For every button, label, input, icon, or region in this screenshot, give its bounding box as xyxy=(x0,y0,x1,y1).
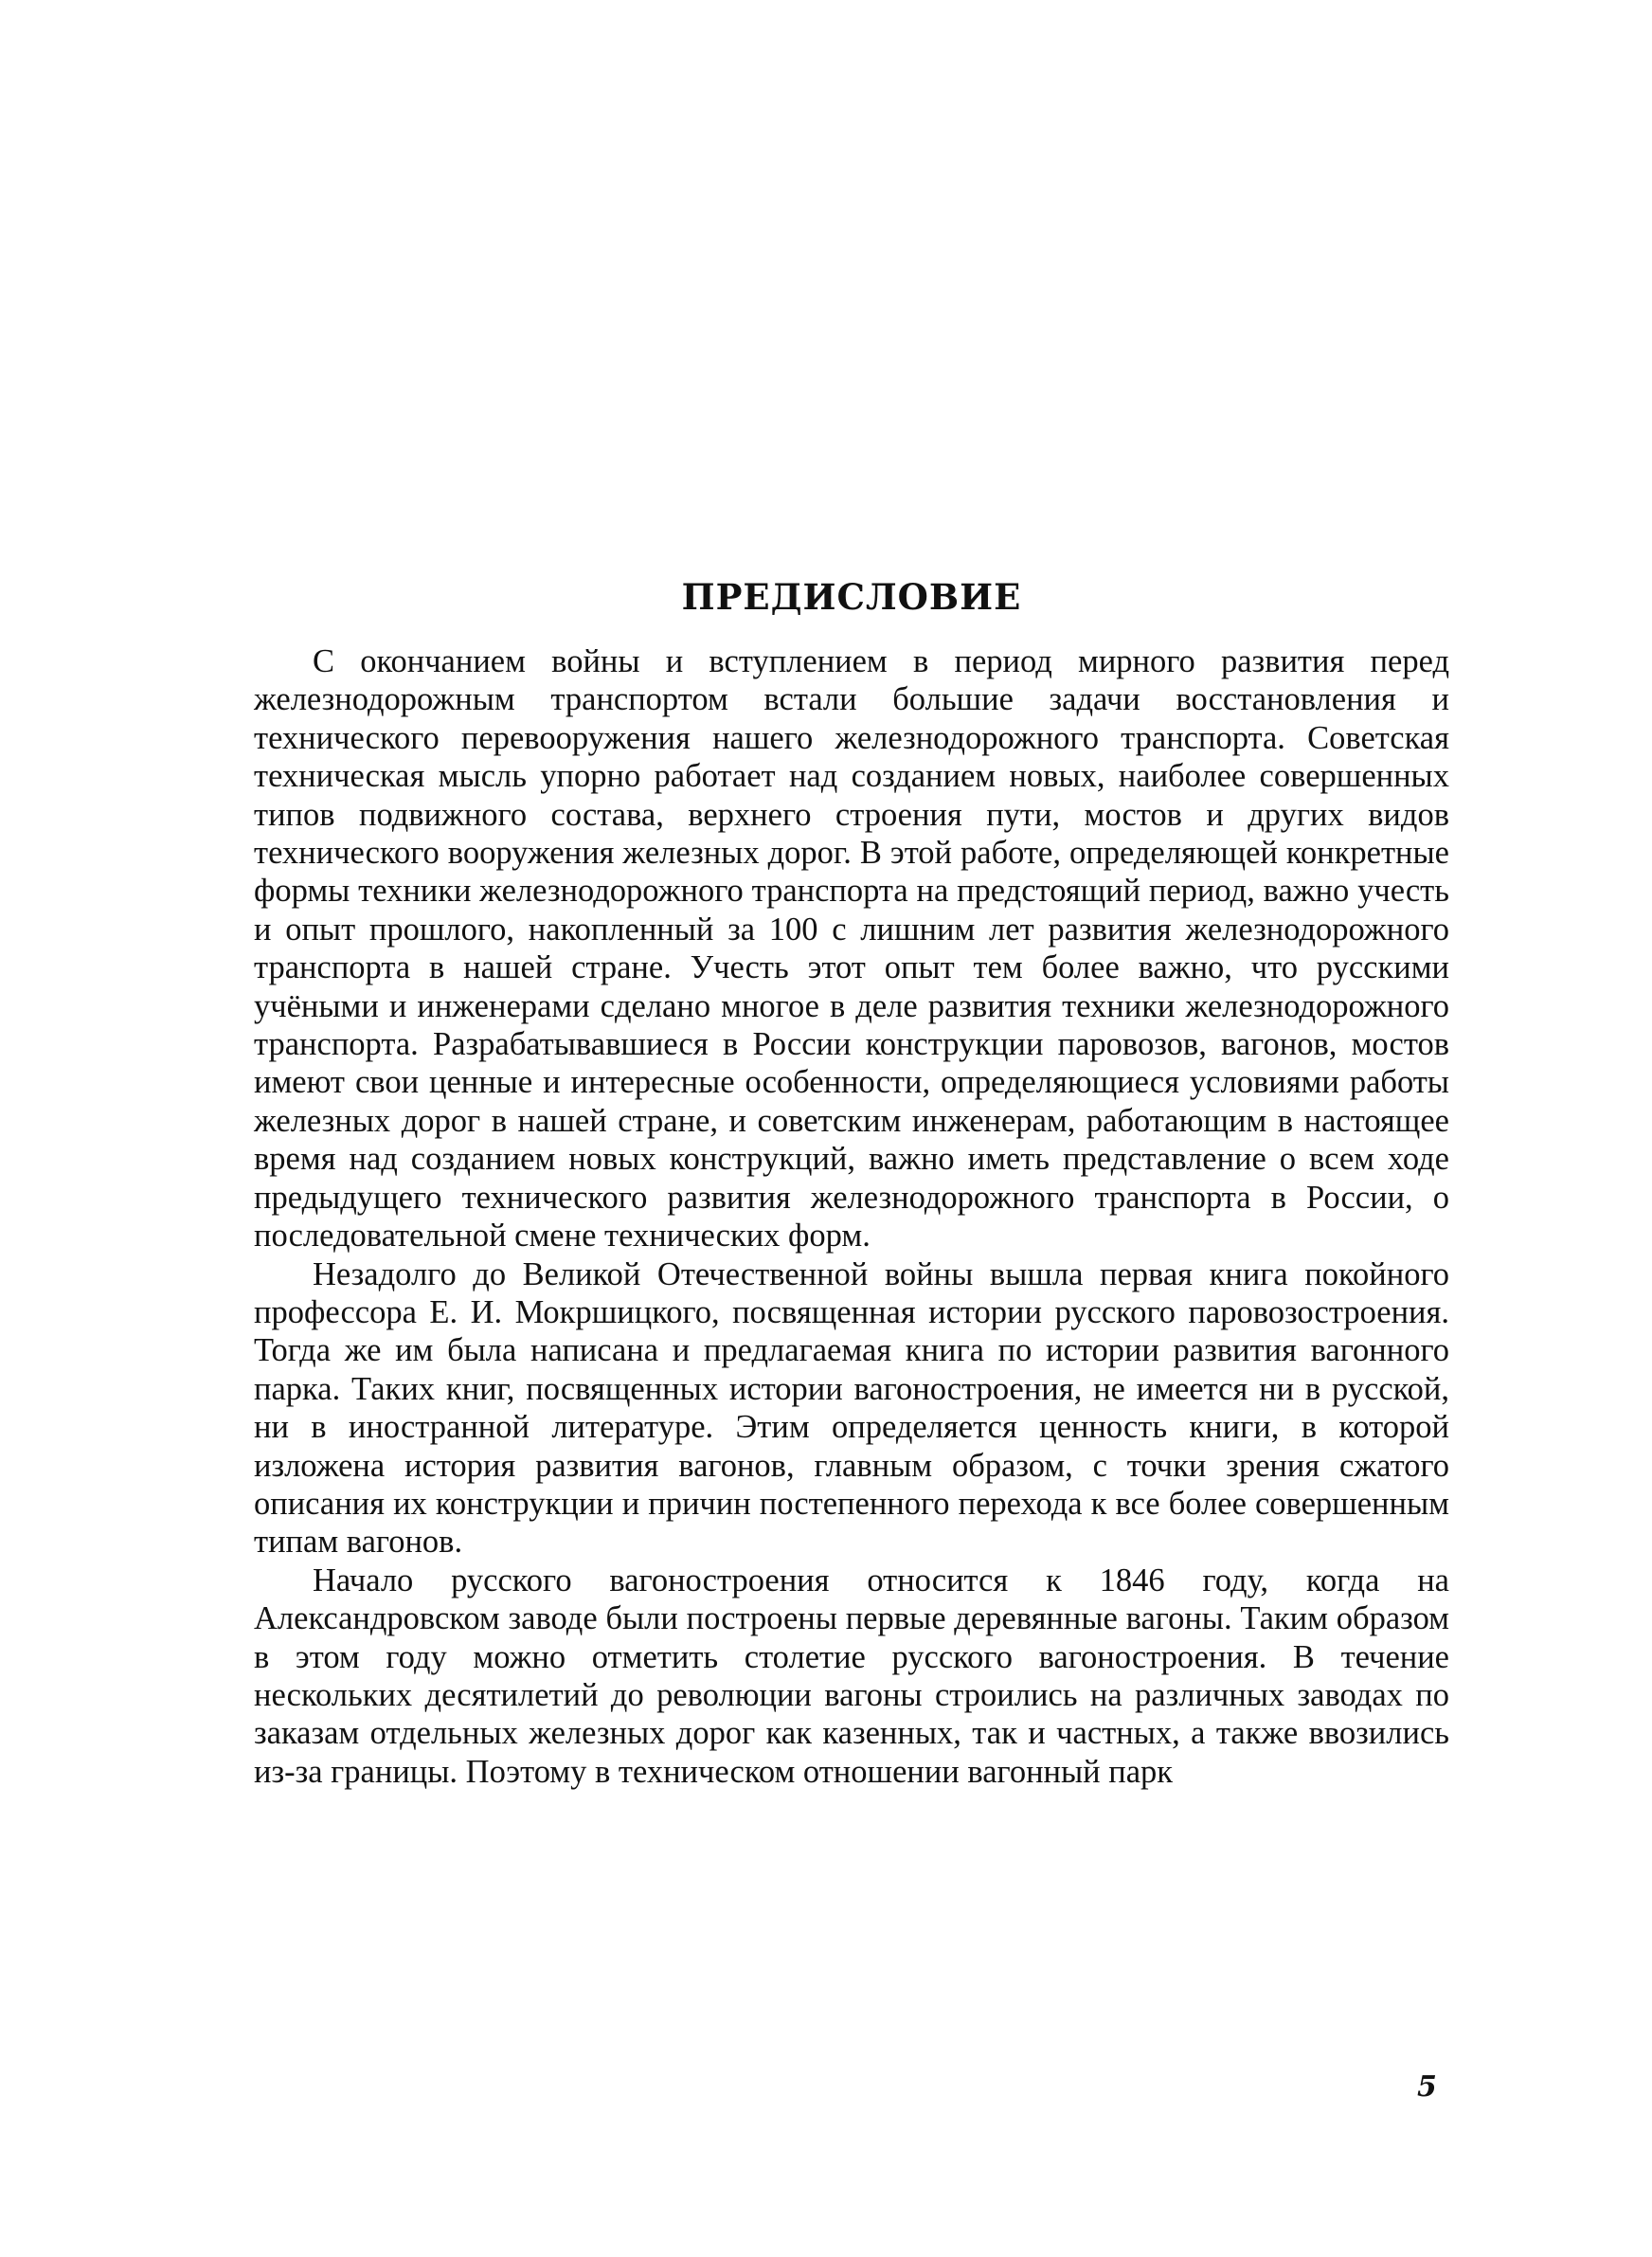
paragraph-1: С окончанием войны и вступлением в период мирного развития перед железнодорожным транспортом встали большие задачи восстановления и технического перевооружения нашего железнодорожного транспорта. Советская техническая мысль упорно работает над созданием новых, наиболее совершенных типов подвижного состава, верхнего строения пути, мостов и других видов технического вооружения железных дорог. В этой работе, определяющей конкретные формы техники железнодорожного транспорта на предстоящий период, важно учесть и опыт прошлого, накопленный за 100 с лишним лет развития железнодорожного транспорта в нашей стране. Учесть этот опыт тем более важно, что русскими учёными и инженерами сделано многое в деле развития техники железнодорожного транспорта. Разрабатывавшиеся в России конструкции паровозов, вагонов, мостов имеют свои ценные и интересные особенности, определяющиеся условиями работы железных дорог в нашей стране, и советским инженерам, работающим в настоящее время над созданием новых конструкций, важно иметь представление о всем ходе предыдущего технического развития железнодорожного транспорта в России, о последовательной смене технических форм. xyxy=(254,643,1449,1255)
page-title: ПРЕДИСЛОВИЕ xyxy=(681,576,1022,618)
paragraph-3: Начало русского вагоностроения относится к 1846 году, когда на Александровском заводе были построены первые деревянные вагоны. Таким образом в этом году можно отметить столетие русского вагоностроения. В течение нескольких десятилетий до революции вагоны строились на различных заводах по заказам отдельных железных дорог как казенных, так и частных, а также ввозились из-за границы. Поэтому в техническом отношении вагонный парк xyxy=(254,1562,1449,1790)
paragraph-2: Незадолго до Великой Отечественной войны вышла первая книга покойного профессора Е. И. Мокршицкого, посвященная истории русского паровозостроения. Тогда же им была написана и предлагаемая книга по истории развития вагонного парка. Таких книг, посвященных истории вагоностроения, не имеется ни в русской, ни в иностранной литературе. Этим определяется ценность книги, в которой изложена история развития вагонов, главным образом, с точки зрения сжатого описания их конструкции и причин постепенного перехода к все более совершенным типам вагонов. xyxy=(254,1255,1449,1561)
body-text xyxy=(254,642,1449,1791)
page-number: 5 xyxy=(1417,2070,1437,2104)
